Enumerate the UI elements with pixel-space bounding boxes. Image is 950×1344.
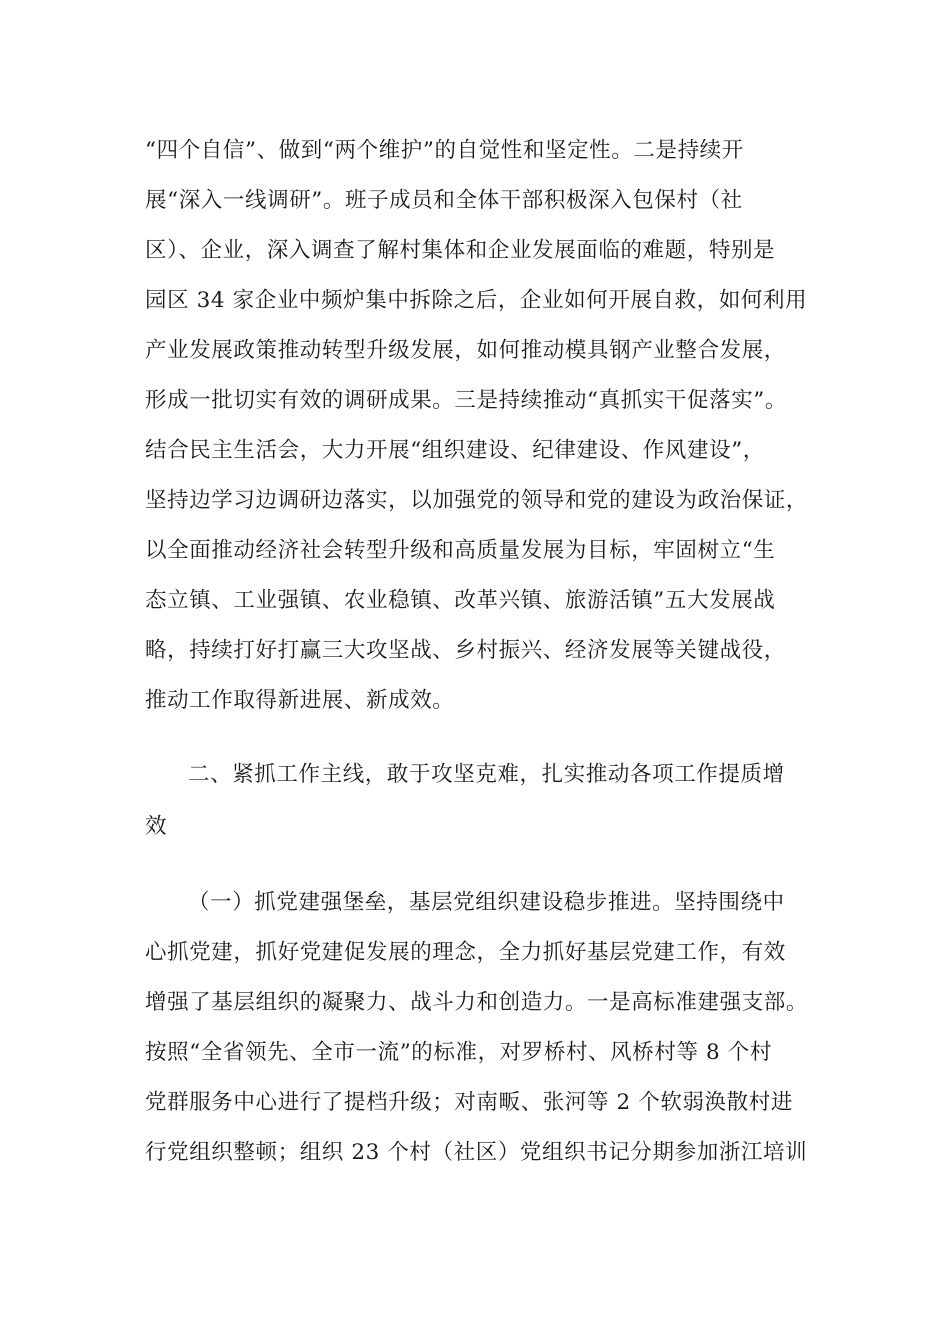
text-line: 坚持边学习边调研边落实，以加强党的领导和党的建设为政治保证， xyxy=(145,488,809,513)
text-line: 按照“全省领先、全市一流”的标准，对罗桥村、风桥村等 8 个村 xyxy=(145,1040,772,1065)
text-line: 形成一批切实有效的调研成果。三是持续推动“真抓实干促落实”。 xyxy=(145,388,787,413)
text-line: （一）抓党建强堡垒，基层党组织建设稳步推进。坚持围绕中 xyxy=(188,890,785,915)
text-line: 增强了基层组织的凝聚力、战斗力和创造力。一是高标准建强支部。 xyxy=(145,990,809,1015)
text-line: 心抓党建，抓好党建促发展的理念，全力抓好基层党建工作，有效 xyxy=(145,940,786,965)
text-line: 效 xyxy=(145,814,168,839)
text-line: 区）、企业，深入调查了解村集体和企业发展面临的难题，特别是 xyxy=(145,238,776,263)
text-line: 略，持续打好打赢三大攻坚战、乡村振兴、经济发展等关键战役， xyxy=(145,638,786,663)
text-line: 二、紧抓工作主线，敢于攻坚克难，扎实推动各项工作提质增 xyxy=(188,762,785,787)
text-line: 展“深入一线调研”。班子成员和全体干部积极深入包保村（社 xyxy=(145,188,743,213)
text-line: “四个自信”、做到“两个维护”的自觉性和坚定性。二是持续开 xyxy=(145,138,744,163)
text-line: 党群服务中心进行了提档升级；对南畈、张河等 2 个软弱涣散村进 xyxy=(145,1090,793,1115)
text-line: 态立镇、工业强镇、农业稳镇、改革兴镇、旅游活镇”五大发展战 xyxy=(145,588,776,613)
text-line: 以全面推动经济社会转型升级和高质量发展为目标，牢固树立“生 xyxy=(145,538,776,563)
text-line: 推动工作取得新进展、新成效。 xyxy=(145,688,455,713)
text-line: 产业发展政策推动转型升级发展，如何推动模具钢产业整合发展， xyxy=(145,338,786,363)
text-line: 结合民主生活会，大力开展“组织建设、纪律建设、作风建设”， xyxy=(145,438,765,463)
text-line: 行党组织整顿；组织 23 个村（社区）党组织书记分期参加浙江培训 xyxy=(145,1140,808,1165)
text-line: 园区 34 家企业中频炉集中拆除之后，企业如何开展自救，如何利用 xyxy=(145,288,808,313)
